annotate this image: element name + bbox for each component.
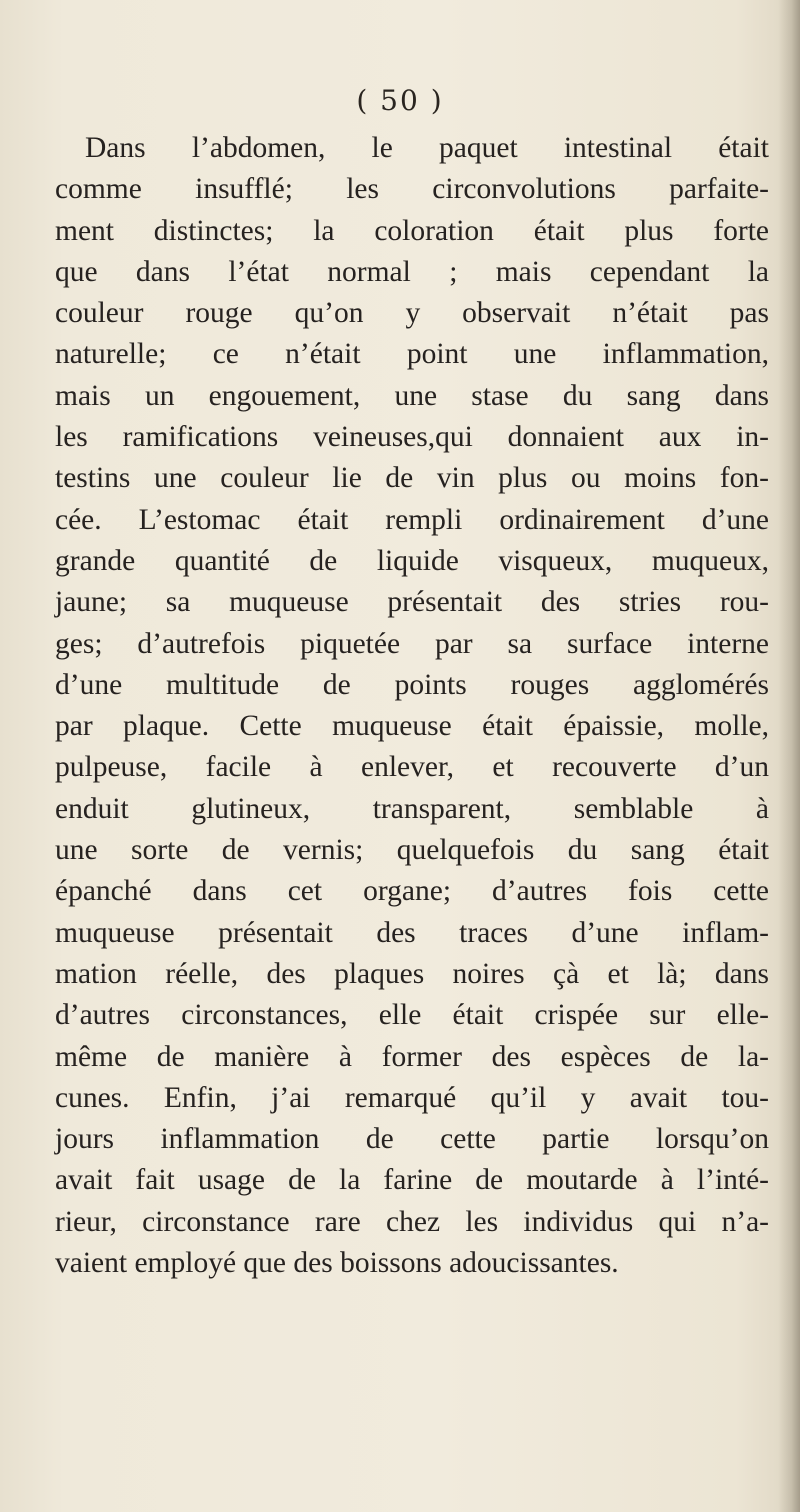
text-line: jaune; sa muqueuse présentait des stries rou-: [55, 586, 769, 619]
text-line: par plaque. Cette muqueuse était épaissie, molle,: [55, 710, 769, 743]
text-line: mais un engouement, une stase du sang dans: [55, 379, 769, 412]
text-line: Dans l’abdomen, le paquet intestinal était: [85, 132, 769, 164]
text-line: avait fait usage de la farine de moutarde à l’inté-: [55, 1164, 769, 1197]
page-binding-shadow: [778, 0, 800, 1512]
text-line: les ramifications veineuses,qui donnaient aux in-: [55, 421, 769, 454]
text-line: jours inflammation de cette partie lorsqu’on: [55, 1123, 769, 1156]
text-line: mation réelle, des plaques noires çà et là; dans: [55, 957, 769, 990]
text-line: couleur rouge qu’on y observait n’était pas: [55, 297, 769, 330]
text-line: vaient employé que des boissons adoucissantes.: [55, 1247, 619, 1280]
text-line: rieur, circonstance rare chez les individus qui n’a-: [55, 1205, 769, 1238]
text-line: enduit glutineux, transparent, semblable à: [55, 792, 769, 825]
body-paragraph: [55, 128, 769, 1284]
text-line: testins une couleur lie de vin plus ou moins fon-: [55, 462, 769, 495]
text-line: muqueuse présentait des traces d’une inflam-: [55, 916, 769, 949]
text-line: épanché dans cet organe; d’autres fois cette: [55, 875, 769, 908]
text-line: d’autres circonstances, elle était crispée sur elle-: [55, 999, 769, 1032]
text-line: ment distinctes; la coloration était plus forte: [55, 214, 769, 247]
text-line: que dans l’état normal ; mais cependant la: [55, 255, 769, 288]
text-line: une sorte de vernis; quelquefois du sang était: [55, 834, 769, 867]
text-line: grande quantité de liquide visqueux, muqueux,: [55, 544, 769, 577]
text-line: comme insufflé; les circonvolutions parfaite-: [55, 173, 769, 206]
text-line: ges; d’autrefois piquetée par sa surface interne: [55, 627, 769, 660]
page-number: ( 50 ): [356, 84, 444, 117]
text-line: d’une multitude de points rouges agglomérés: [55, 668, 769, 701]
text-line: pulpeuse, facile à enlever, et recouverte d’un: [55, 751, 769, 784]
text-line: même de manière à former des espèces de la-: [55, 1040, 769, 1073]
text-line: cée. L’estomac était rempli ordinairement d’une: [55, 503, 769, 536]
text-line: cunes. Enfin, j’ai remarqué qu’il y avait tou-: [55, 1081, 769, 1114]
text-line: naturelle; ce n’était point une inflammation,: [55, 338, 769, 371]
